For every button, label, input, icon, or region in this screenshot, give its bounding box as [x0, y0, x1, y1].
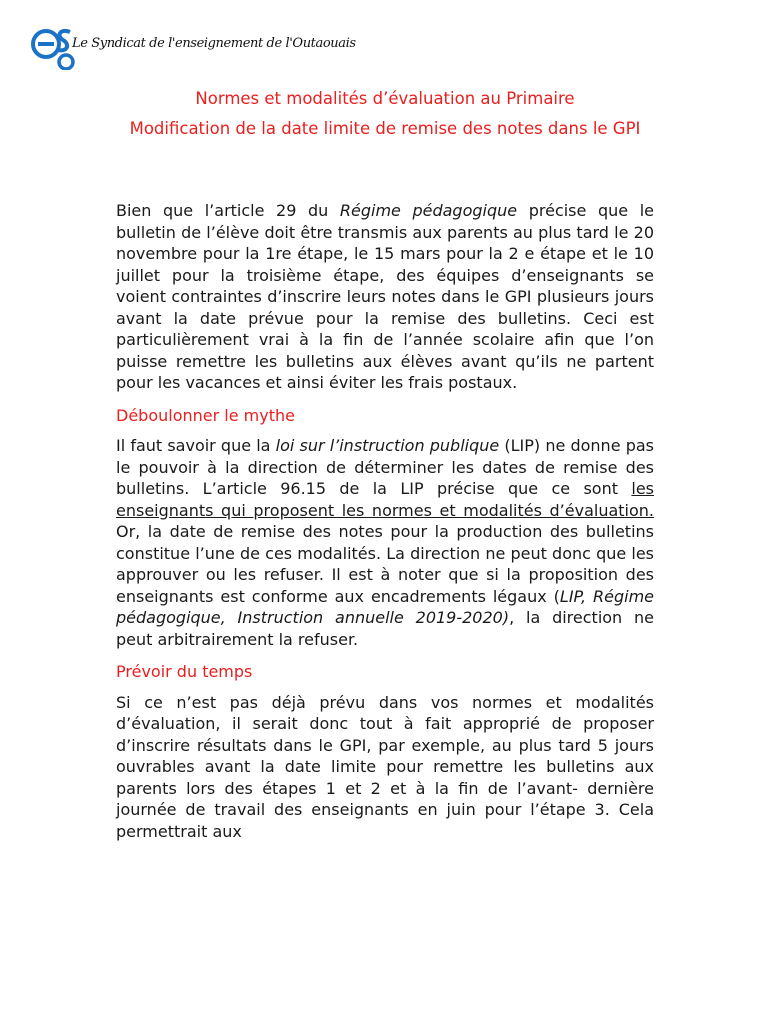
text-run: (LIP) ne donne pas le pouvoir à la direction de déterminer les dates de remise des bulletins. L’article 96.15 de la LIP précise que ce sont [116, 436, 654, 498]
letterhead [30, 22, 356, 72]
underlined-text: les enseignants qui proposent les normes et modalités d’évaluation. [116, 479, 654, 520]
document-title: Normes et modalités d’évaluation au Primaire [195, 89, 575, 108]
paragraph-lip [116, 435, 654, 650]
document-subtitle: Modification de la date limite de remise des notes dans le GPI [129, 119, 641, 138]
eso-logo-icon [30, 22, 78, 70]
paragraph-intro [116, 200, 654, 394]
section-heading-mythe: Déboulonner le mythe [116, 405, 295, 425]
paragraph-prevoir [116, 692, 654, 843]
text-run: Bien que l’article 29 du [116, 201, 340, 220]
text-run: précise que le bulletin de l’élève doit être transmis aux parents au plus tard le 20 novembre pour la 1re étape, le 15 mars pour la 2 e étape et le 10 juillet pour la troisième étape, des équipes d’enseignants se voient contraintes d’inscrire leurs notes dans le GPI plusieurs jours avant la date prévue pour la remise des bulletins. Ceci est particulièrement vrai à la fin de l’année scolaire afin que l’on puisse remettre les bulletins aux élèves avant qu’ils ne partent pour les vacances et ainsi éviter les frais postaux. [116, 201, 654, 392]
italic-text: loi sur l’instruction publique [275, 436, 500, 455]
document-body [116, 200, 654, 842]
text-run: Il faut savoir que la [116, 436, 276, 455]
section-heading-temps: Prévoir du temps [116, 662, 253, 681]
italic-text: Régime pédagogique [339, 201, 518, 220]
italic-text: LIP, Régime pédagogique, Instruction annuelle 2019-2020) [116, 586, 654, 627]
text-run: Si ce n’est pas déjà prévu dans vos normes et modalités d’évaluation, il serait donc tout à fait approprié de proposer d’inscrire résultats dans le GPI, par exemple, au plus tard 5 jours ouvrables avant la date limite pour remettre les bulletins aux parents lors des étapes 1 et 2 et à la fin de l’avant- dernière journée de travail des enseignants en juin pour l’étape 3. Cela permettrait aux [116, 692, 654, 841]
text-run: Or, la date de remise des notes pour la production des bulletins constitue l’une de ces modalités. La direction ne peut donc que les approuver ou les refuser. Il est à noter que si la proposition des enseignants est conforme aux encadrements légaux ( [116, 522, 654, 606]
text-run: , la direction ne peut arbitrairement la refuser. [116, 608, 654, 649]
logo-text: Le Syndicat de l'enseignement de l'Outaouais [72, 36, 356, 51]
